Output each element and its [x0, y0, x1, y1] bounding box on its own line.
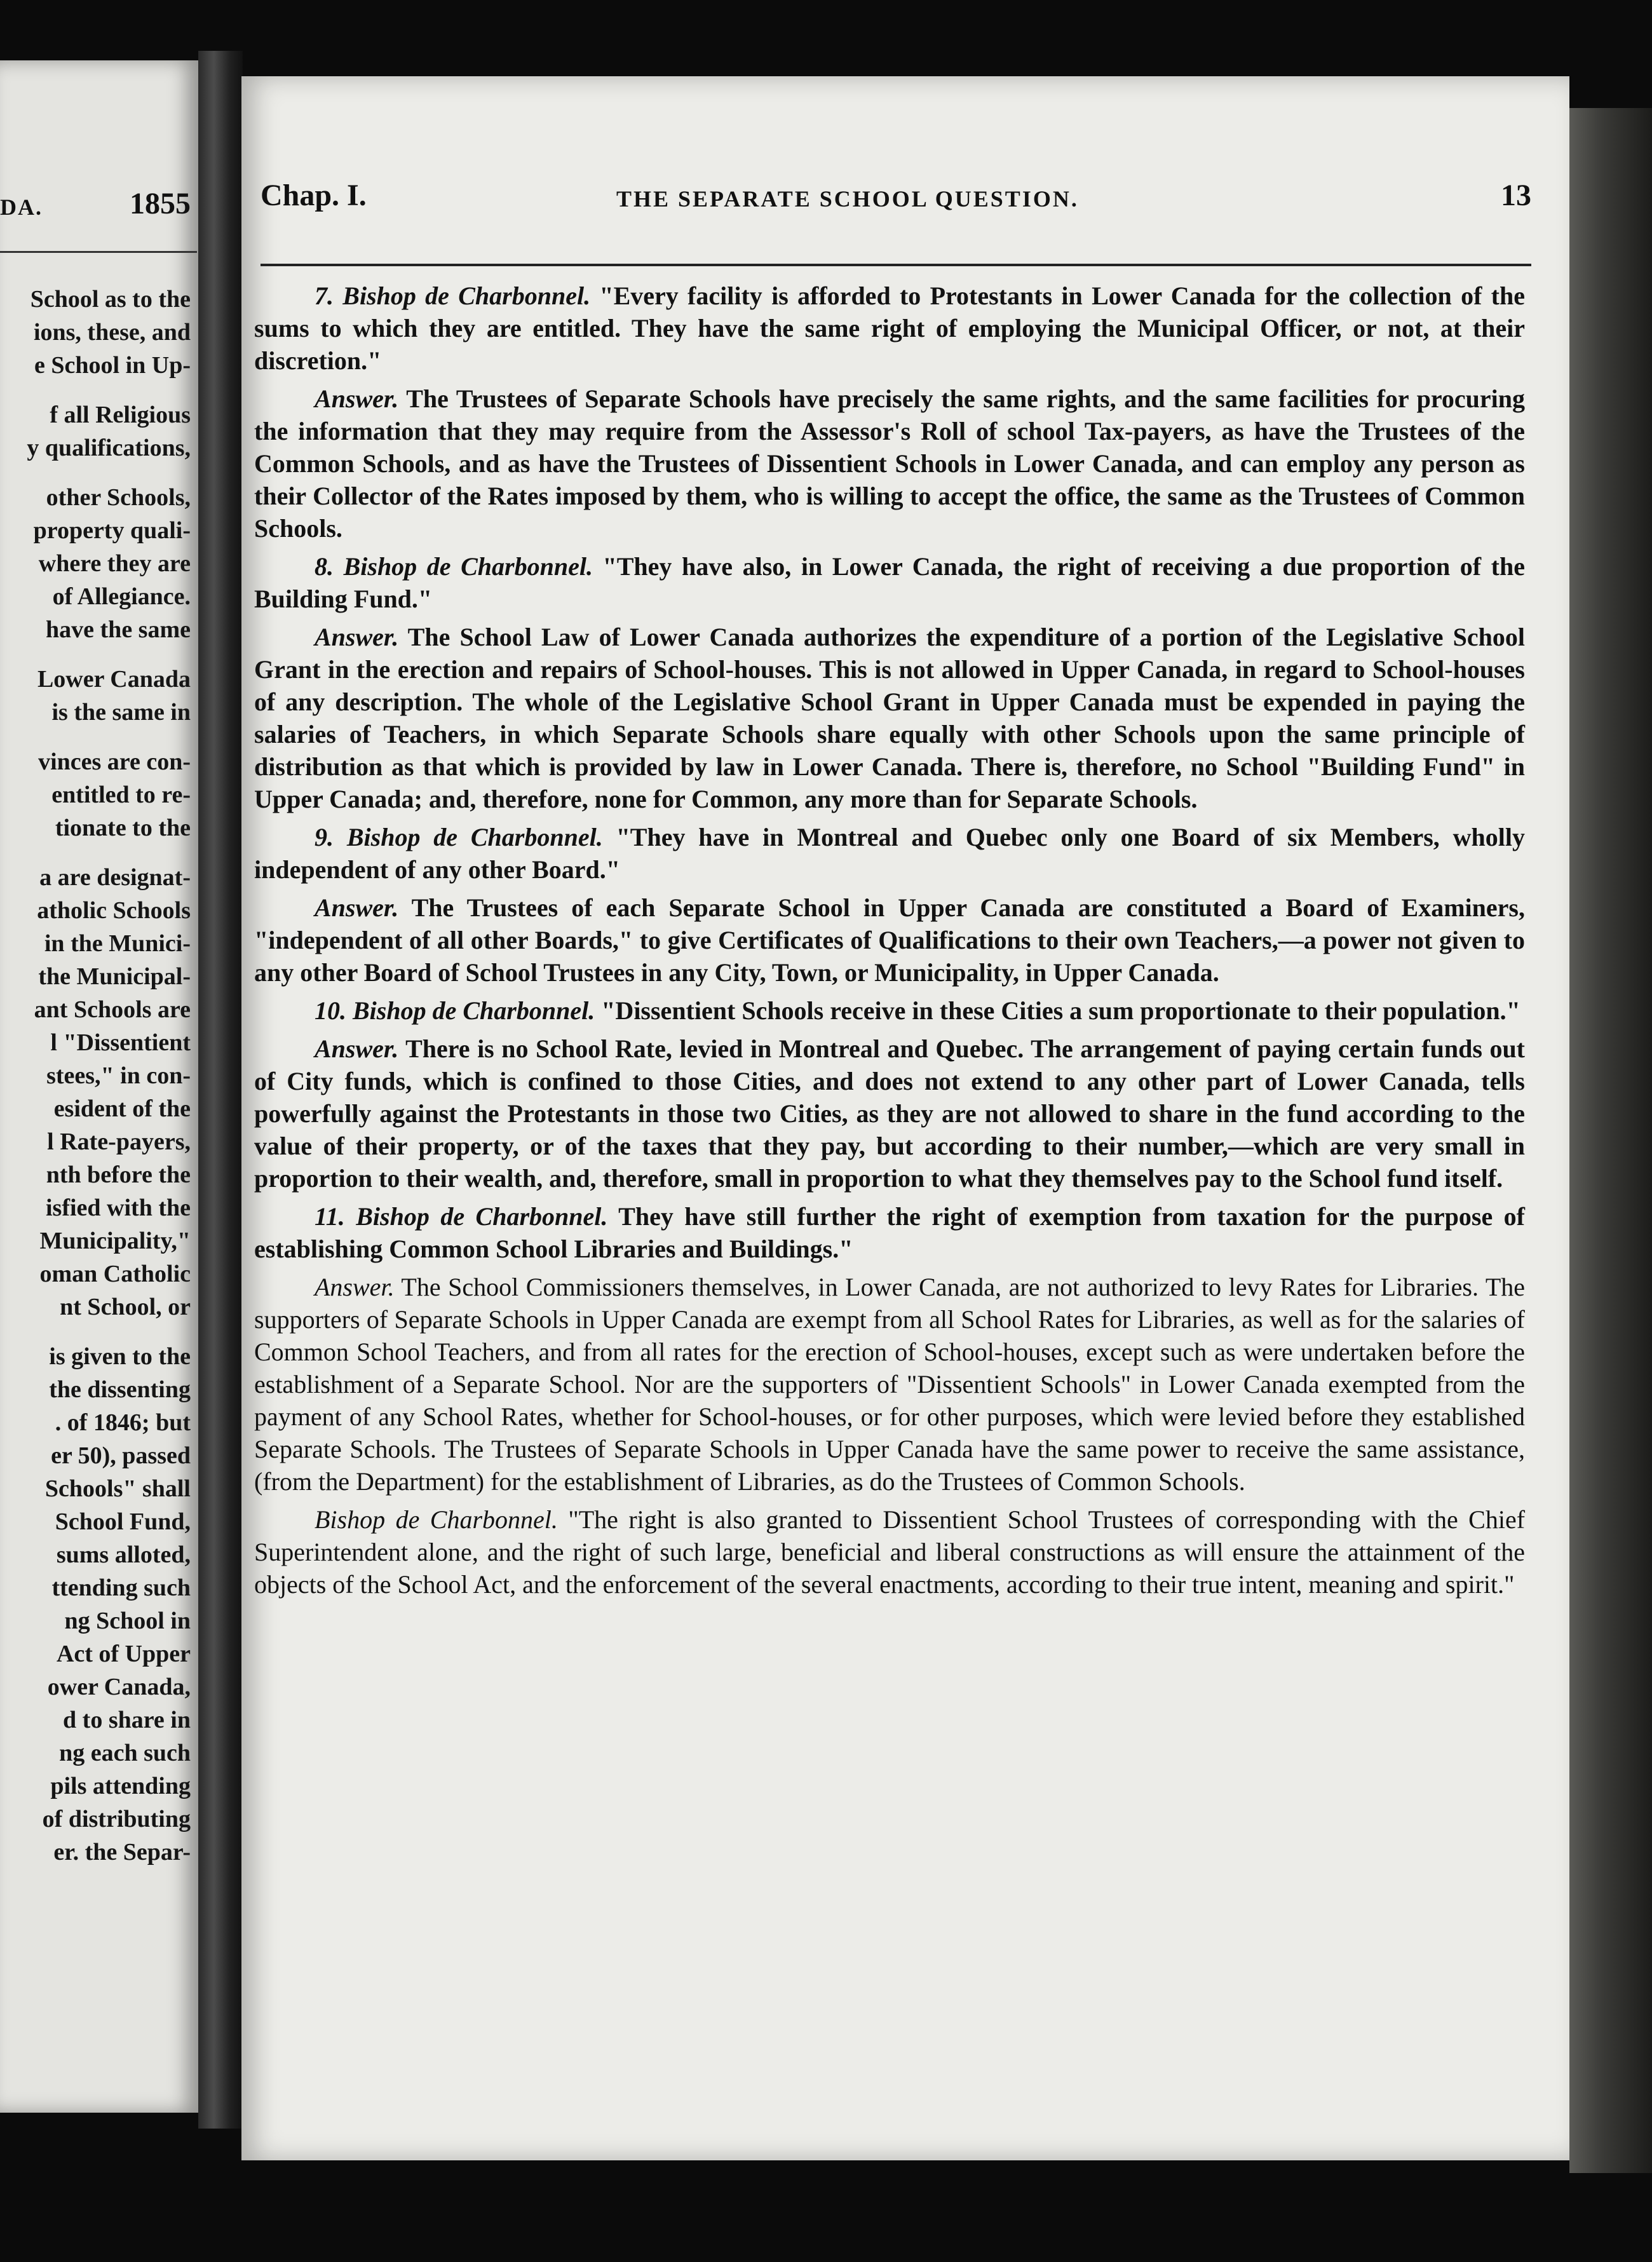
- page-edge: [1569, 108, 1652, 2173]
- facing-page-line: sums alloted,: [56, 1541, 191, 1568]
- facing-page-line: atholic Schools: [37, 897, 191, 924]
- paragraph-text: "They have in Montreal and Quebec only one Board of six Members, wholly independent of any other Board.": [254, 823, 1526, 884]
- facing-page-line: Municipality,": [39, 1228, 191, 1254]
- paragraph-text: The Trustees of Separate Schools have precisely the same rights, and the same facilities for procuring the information that they may require from the Assessor's Roll of school Tax-payers, as have the Trustees of the Common Schools, and as have the Trustees of Dissentient Schools in Lower Canada, and can employ any person as their Collector of the Rates imposed by them, who is willing to accept the office, the same as the Trustees of Common Schools.: [254, 384, 1525, 543]
- facing-page-line: er. the Separ-: [53, 1839, 191, 1866]
- facing-page-line: the dissenting: [49, 1376, 191, 1403]
- paragraph: [254, 383, 1525, 545]
- facing-page-line: . of 1846; but: [55, 1409, 191, 1436]
- facing-page-line: of distributing: [42, 1806, 191, 1832]
- facing-page-line: er 50), passed: [51, 1442, 191, 1469]
- facing-page-line: a are designat-: [39, 864, 191, 891]
- paragraph: [254, 1200, 1525, 1265]
- facing-page-line: l "Dissentient: [50, 1029, 191, 1056]
- facing-page-line: have the same: [46, 616, 191, 643]
- paragraph-lead: Bishop de Charbonnel.: [315, 1505, 558, 1534]
- facing-page-line: esident of the: [53, 1095, 191, 1122]
- facing-page-header: [0, 181, 198, 251]
- facing-page-line: School as to the: [30, 286, 191, 313]
- paragraph-text: There is no School Rate, levied in Montreal and Quebec. The arrangement of paying certain funds out of City funds, which is confined to those Cities, and does not extend to any other part of Lower Canada, tells powerfully against the Protestants in those two Cities, as they are not allowed to share in the fund according to the value of their property, or of the taxes that they pay, but according to their number,—which are very small in proportion to their wealth, and, therefore, small in proportion to what they themselves pay to the School fund itself.: [254, 1034, 1526, 1193]
- paragraph-text: "Every facility is afforded to Protestants in Lower Canada for the collection of the sums to which they are entitled. They have the same right of employing the Municipal Officer, or not, at their discretion.": [254, 281, 1526, 375]
- paragraph-lead: 11. Bishop de Charbonnel.: [315, 1202, 608, 1231]
- facing-page-line: is given to the: [49, 1343, 191, 1370]
- facing-page-line: e School in Up-: [34, 352, 191, 379]
- facing-page-line: isfied with the: [46, 1195, 191, 1221]
- facing-page-year: 1855: [130, 187, 191, 220]
- paragraph-lead: Answer.: [315, 1034, 399, 1063]
- facing-page: [0, 60, 198, 2113]
- paragraph-lead: Answer.: [315, 384, 399, 413]
- paragraph: [254, 1033, 1525, 1195]
- facing-page-line: Schools" shall: [44, 1475, 191, 1502]
- paragraph: [254, 1271, 1525, 1498]
- facing-page-line: [0, 729, 191, 745]
- facing-page-line: ant Schools are: [34, 996, 191, 1023]
- paragraph-text: "Dissentient Schools receive in these Cities a sum proportionate to their population.": [601, 996, 1520, 1025]
- facing-page-line: where they are: [38, 550, 191, 577]
- facing-page-line: vinces are con-: [38, 748, 191, 775]
- facing-page-line: [0, 844, 191, 861]
- paragraph-text: The School Law of Lower Canada authorizes the expenditure of a portion of the Legislative School Grant in the erection and repairs of School-houses. This is not allowed in Upper Canada, in regard to School-houses of any description. The whole of the Legislative School Grant in Upper Canada must be expended in paying the salaries of Teachers, in which Separate Schools share equally with other Schools upon the same principle of distribution as that which is provided by law in Lower Canada. There is, therefore, no School "Building Fund" in Upper Canada; and, therefore, none for Common, any more than for Separate Schools.: [254, 623, 1525, 813]
- paragraph: [254, 280, 1525, 377]
- document-page: [241, 76, 1569, 2160]
- paragraph-lead: Answer.: [315, 893, 399, 922]
- facing-page-line: School Fund,: [55, 1508, 191, 1535]
- facing-page-line: nth before the: [46, 1161, 191, 1188]
- paragraph-lead: 8. Bishop de Charbonnel.: [315, 552, 593, 581]
- paragraph: [254, 994, 1525, 1027]
- facing-page-line: ions, these, and: [33, 319, 191, 346]
- facing-page-line: ttending such: [51, 1575, 191, 1601]
- facing-page-line: ng each such: [59, 1740, 191, 1766]
- running-header: [261, 178, 1531, 229]
- chapter-label: Chap. I.: [261, 179, 367, 212]
- paragraph-lead: Answer.: [315, 623, 399, 651]
- facing-page-line: [0, 464, 191, 481]
- paragraph: [254, 1503, 1525, 1601]
- facing-page-line: stees," in con-: [46, 1062, 191, 1089]
- facing-page-header-left: DA.: [0, 194, 43, 220]
- facing-page-line: [0, 382, 191, 398]
- paragraph: [254, 621, 1525, 815]
- facing-page-line: other Schools,: [46, 484, 191, 511]
- paragraph-text: "The right is also granted to Dissentient School Trustees of corresponding with the Chief Superintendent alone, and the right of such large, beneficial and liberal constructions as will ensure the attainment of the objects of the School Act, and the enforcement of the several enactments, according to their true intent, meaning and spirit.": [254, 1505, 1526, 1599]
- facing-page-line: entitled to re-: [51, 782, 191, 808]
- paragraph-lead: 10. Bishop de Charbonnel.: [315, 996, 595, 1025]
- header-rule: [261, 264, 1531, 266]
- paragraph: [254, 821, 1525, 886]
- paragraph-text: The Trustees of each Separate School in Upper Canada are constituted a Board of Examiners, "independent of all other Boards," to give Certificates of Qualifications to their own Teachers,—a power not given to any other Board of School Trustees in any City, Town, or Municipality, in Upper Canada.: [254, 893, 1525, 987]
- facing-page-line: f all Religious: [50, 402, 191, 428]
- facing-page-line: Act of Upper: [56, 1641, 191, 1667]
- facing-page-line: ower Canada,: [47, 1674, 191, 1700]
- facing-page-line: [0, 1324, 191, 1340]
- facing-page-line: nt School, or: [60, 1294, 191, 1320]
- paragraph-text: "They have also, in Lower Canada, the right of receiving a due proportion of the Building Fund.": [254, 552, 1526, 613]
- document-body: [254, 280, 1525, 1606]
- facing-page-line: y qualifications,: [27, 435, 191, 461]
- facing-page-line: is the same in: [51, 699, 191, 726]
- paragraph-lead: 7. Bishop de Charbonnel.: [315, 281, 591, 310]
- paragraph: [254, 550, 1525, 615]
- running-title: THE SEPARATE SCHOOL QUESTION.: [616, 186, 1079, 212]
- facing-page-rule: [0, 251, 197, 253]
- facing-page-line: l Rate-payers,: [47, 1128, 191, 1155]
- paragraph-text: They have still further the right of exemption from taxation for the purpose of establishing Common School Libraries and Buildings.": [254, 1202, 1525, 1263]
- facing-page-line: [0, 646, 191, 663]
- facing-page-line: property quali-: [33, 517, 191, 544]
- facing-page-line: d to share in: [63, 1707, 191, 1733]
- facing-page-line: ng School in: [64, 1608, 191, 1634]
- facing-page-line: in the Munici-: [44, 930, 191, 957]
- facing-page-line: Lower Canada: [37, 666, 191, 693]
- facing-page-text: [0, 283, 191, 1869]
- paragraph-text: The School Commissioners themselves, in Lower Canada, are not authorized to levy Rates for Libraries. The supporters of Separate Schools in Upper Canada are exempt from all School Rates for Libraries, as well as for the salaries of Common School Teachers, and from all rates for the erection of School-houses, except such as were undertaken before the establishment of a Separate School. Nor are the supporters of "Dissentient Schools" in Lower Canada exempted from the payment of any School Rates, whether for School-houses, or for other purposes, which were levied before they established Separate Schools. The Trustees of Separate Schools in Upper Canada have the same power to receive the same assistance, (from the Department) for the establishment of Libraries, as do the Trustees of Common Schools.: [254, 1273, 1526, 1496]
- book-gutter: [198, 51, 243, 2129]
- paragraph-lead: Answer.: [315, 1273, 395, 1301]
- paragraph: [254, 891, 1525, 989]
- facing-page-line: tionate to the: [55, 815, 191, 841]
- facing-page-line: of Allegiance.: [52, 583, 191, 610]
- page-number: 13: [1501, 179, 1531, 212]
- facing-page-line: pils attending: [50, 1773, 191, 1799]
- facing-page-line: the Municipal-: [38, 963, 191, 990]
- facing-page-line: oman Catholic: [39, 1261, 191, 1287]
- paragraph-lead: 9. Bishop de Charbonnel.: [315, 823, 603, 851]
